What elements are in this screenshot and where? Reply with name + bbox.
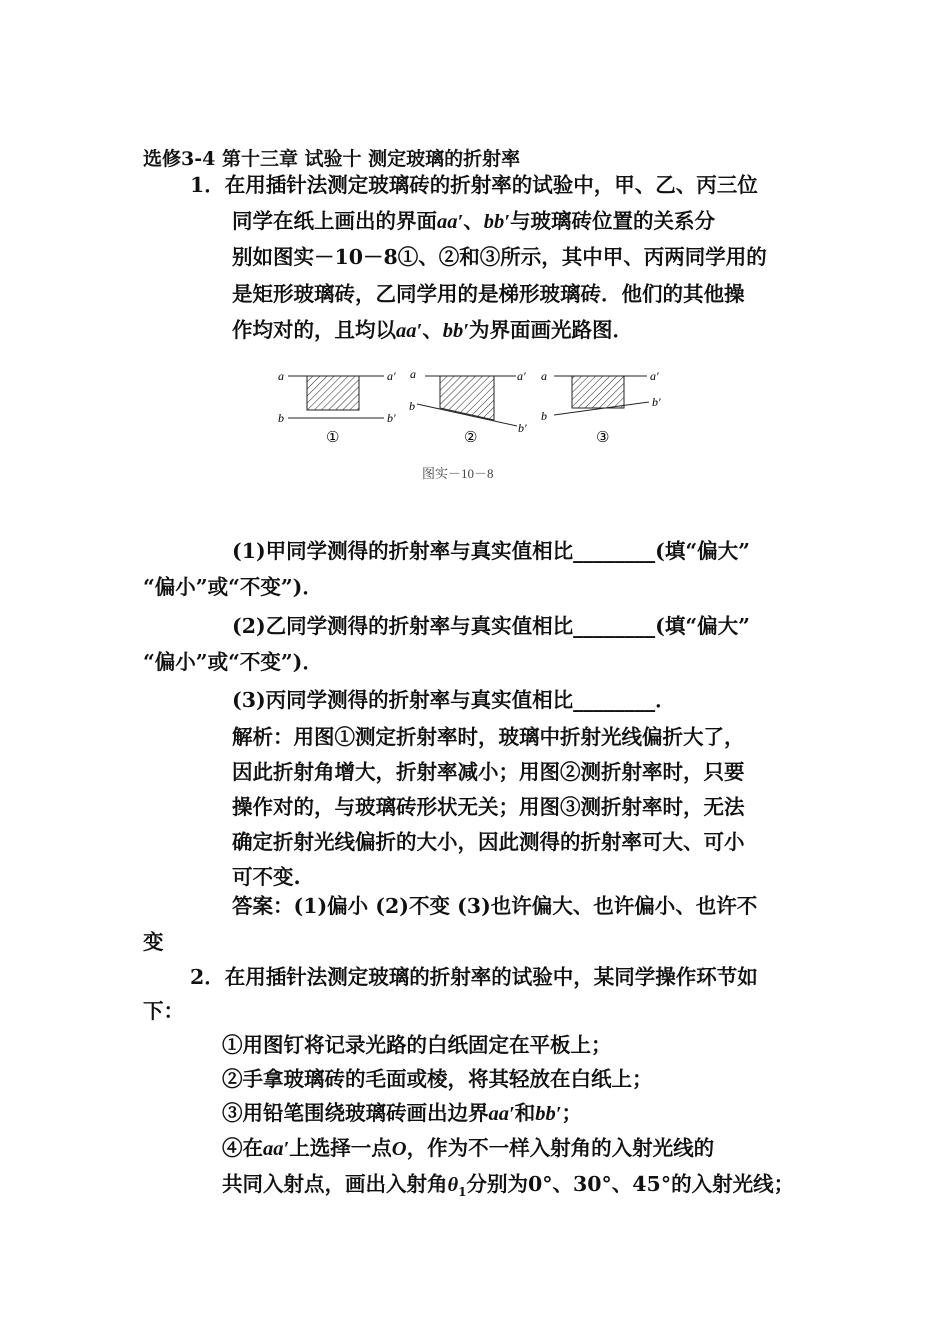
q1-line-1: 1．在用插针法测定玻璃砖的折射率的试验中，甲、乙、丙三位: [190, 173, 758, 197]
q1-sub1-line-2: “偏小”或“不变”)．: [143, 575, 323, 599]
q1-sub2-line-1: (2)乙同学测得的折射率与真实值相比________(填“偏大”: [232, 614, 750, 638]
diagram-2: [409, 367, 527, 446]
analysis-line-3: 操作对的，与玻璃砖形状无关；用图③测折射率时，无法: [232, 795, 745, 819]
label-a-prime-2: a′: [517, 369, 526, 383]
q1-line-5: 作均对的，且均以aa′、bb′为界面画光路图．: [232, 318, 634, 342]
diagram-3: [541, 369, 661, 446]
label-circle-1: ①: [326, 430, 340, 446]
analysis-line-4: 确定折射光线偏折的大小，因此测得的折射率可大、可小: [232, 830, 745, 854]
q2-step-3: ③用铅笔围绕玻璃砖画出边界aa′和bb′；: [222, 1101, 583, 1125]
q2-line-1: 2．在用插针法测定玻璃的折射率的试验中，某同学操作环节如: [190, 965, 758, 989]
q1-sub3: (3)丙同学测得的折射率与真实值相比________．: [232, 688, 676, 712]
q1-sub1-line-1: (1)甲同学测得的折射率与真实值相比________(填“偏大”: [232, 539, 750, 563]
label-circle-2: ②: [464, 430, 478, 446]
q1-sub2-line-2: “偏小”或“不变”)．: [143, 650, 323, 674]
label-circle-3: ③: [596, 430, 610, 446]
label-a-2: a: [410, 367, 416, 381]
label-b-3: b: [541, 409, 547, 423]
label-a-1: a: [278, 369, 284, 383]
q2-step-2: ②手拿玻璃砖的毛面或棱，将其轻放在白纸上；: [222, 1067, 653, 1091]
analysis-line-1: 解析：用图①测定折射率时，玻璃中折射光线偏折大了，: [232, 725, 745, 749]
analysis-label: 解析：: [232, 725, 294, 749]
label-b-prime-2: b′: [518, 421, 527, 435]
q1-line-2: 同学在纸上画出的界面aa′、bb′与玻璃砖位置的关系分: [232, 209, 716, 233]
label-a-prime-3: a′: [650, 369, 659, 383]
label-a-3: a: [541, 369, 547, 383]
answer-line-1: 答案：(1)偏小 (2)不变 (3)也许偏大、也许偏小、也许不: [232, 894, 758, 918]
figure-caption: 图实－10－8: [422, 466, 494, 481]
q1-line-4: 是矩形玻璃砖，乙同学用的是梯形玻璃砖．他们的其他操: [232, 282, 745, 306]
figure-glass-brick-diagram: [272, 360, 692, 495]
label-b-prime-3: b′: [652, 395, 661, 409]
q2-step-4-line-2: 共同入射点，画出入射角$\theta_1$分别为0°、30°、45°的入射光线；: [222, 1172, 795, 1200]
label-a-prime-1: a′: [387, 369, 396, 383]
q2-step-4-line-1: ④在aa′上选择一点O，作为不一样入射角的入射光线的: [222, 1136, 715, 1160]
q2-step-1: ①用图钉将记录光路的白纸固定在平板上；: [222, 1033, 612, 1057]
analysis-line-2: 因此折射角增大，折射率减小；用图②测折射率时，只要: [232, 760, 745, 784]
diagram-1: [278, 369, 396, 446]
q1-line-3: 别如图实－10－8①、②和③所示，其中甲、丙两同学用的: [232, 245, 767, 269]
q2-line-2: 下：: [143, 999, 184, 1023]
label-b-prime-1: b′: [387, 411, 396, 425]
answer-label: 答案：: [232, 894, 294, 918]
label-b-2: b: [409, 399, 415, 413]
analysis-line-5: 可不变.: [232, 865, 301, 889]
answer-line-2: 变: [143, 930, 164, 954]
page-title: 选修3-4 第十三章 试验十 测定玻璃的折射率: [143, 148, 521, 170]
label-b-1: b: [278, 411, 284, 425]
